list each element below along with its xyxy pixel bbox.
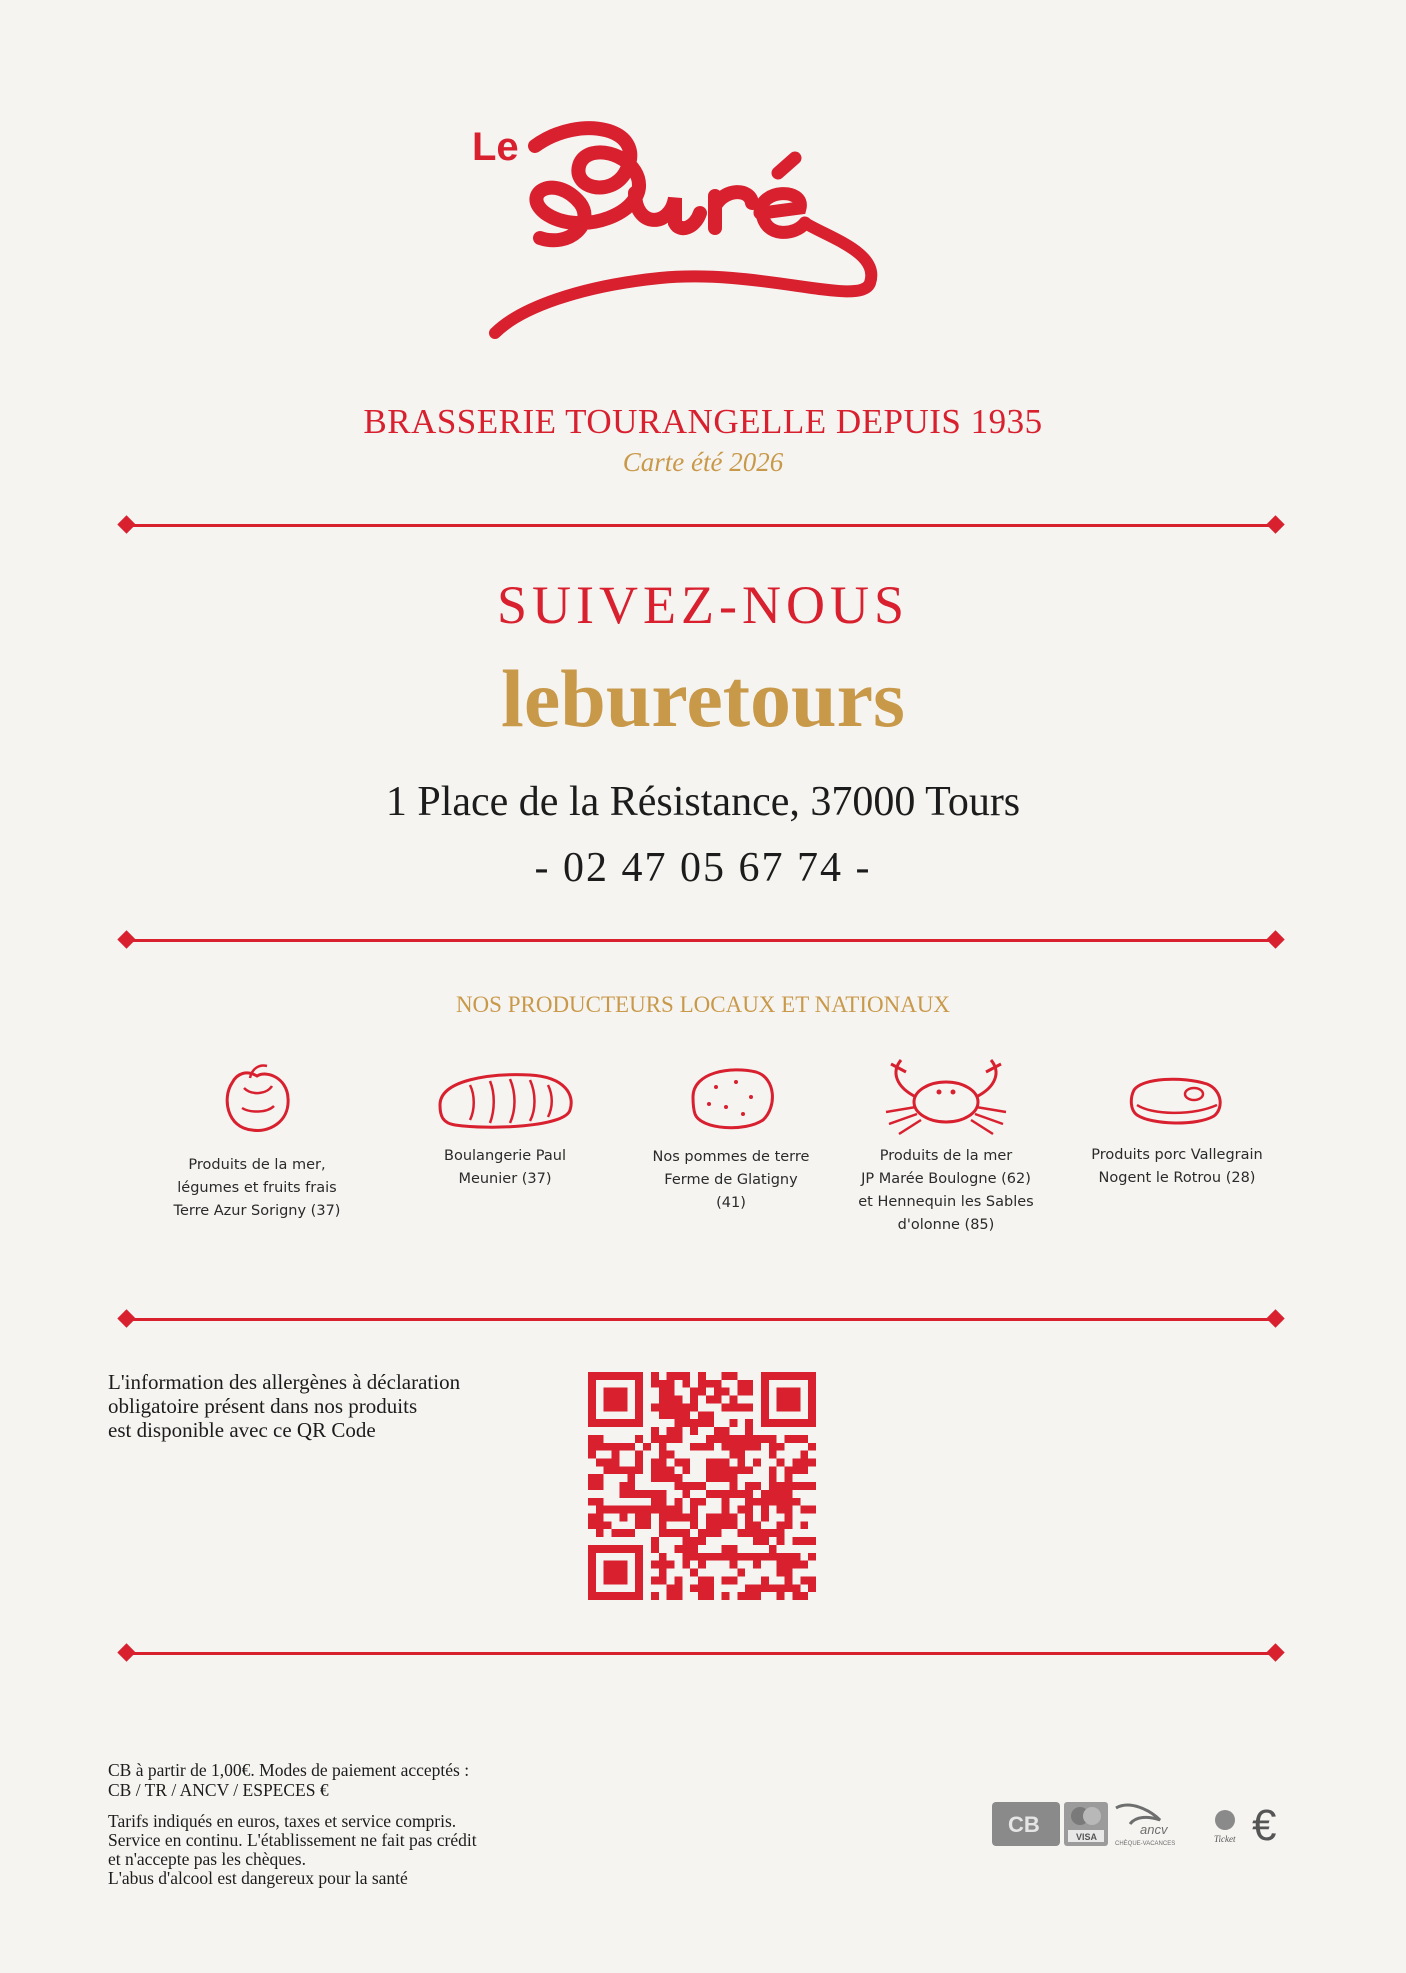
svg-text:CB: CB [1008,1812,1040,1837]
svg-text:€: € [1252,1801,1277,1850]
producer-item [1067,1070,1287,1190]
producer-line: Meunier (37) [458,1171,552,1187]
payment-logos [990,1790,1300,1850]
svg-text:Ticket: Ticket [1214,1834,1236,1844]
producer-line: Produits porc Vallegrain [1091,1147,1263,1163]
legal-line: et n'accepte pas les chèques. [108,1849,306,1869]
allergen-line: est disponible avec ce QR Code [108,1418,376,1442]
producer-item [395,1065,615,1191]
producer-line: Boulangerie Paul [444,1148,566,1164]
producer-line: Nogent le Rotrou (28) [1098,1170,1256,1186]
producers-title: NOS PRODUCTEURS LOCAUX ET NATIONAUX [455,992,951,1017]
brasserie-tagline: BRASSERIE TOURANGELLE DEPUIS 1935 [363,402,1043,441]
allergen-line: L'information des allergènes à déclaration [108,1370,461,1394]
producer-line: (41) [716,1195,746,1211]
producer-item [147,1058,367,1223]
crab-icon [871,1052,1021,1137]
follow-title: SUIVEZ-NOUS [497,575,909,635]
euro-icon [1252,1801,1276,1850]
potato-icon [681,1062,781,1132]
legal-info [108,1812,608,1888]
divider [118,1309,1284,1329]
producer-line: JP Marée Boulogne (62) [861,1171,1031,1187]
qr-code-icon[interactable] [588,1372,816,1600]
steak-icon [1122,1070,1232,1130]
menu-edition: Carte été 2026 [622,447,784,477]
producer-line: d'olonne (85) [897,1217,995,1233]
producer-line: Produits de la mer [879,1148,1013,1164]
svg-text:CHÈQUE-VACANCES: CHÈQUE-VACANCES [1115,1841,1176,1847]
ticket-restaurant-logo [1214,1810,1236,1844]
svg-text:Le: Le [472,125,519,169]
legal-line: L'abus d'alcool est dangereux pour la santé [108,1868,408,1888]
producer-item [836,1052,1056,1237]
mastercard-visa-logo [1064,1802,1108,1846]
legal-line: Tarifs indiqués en euros, taxes et service compris. [108,1811,457,1831]
producer-item [621,1062,841,1215]
divider [118,930,1284,950]
divider [118,515,1284,535]
le-bure-logo [460,118,960,358]
pepper-icon [212,1058,302,1138]
ancv-logo [1115,1805,1175,1847]
bread-icon [430,1065,580,1135]
social-handle[interactable]: leburetours [501,653,905,744]
payment-info [108,1760,608,1800]
allergen-info [108,1370,548,1442]
phone-number[interactable]: - 02 47 05 67 74 - [534,845,872,891]
producer-line: Ferme de Glatigny [664,1172,798,1188]
allergen-line: obligatoire présent dans nos produits [108,1394,418,1418]
svg-text:ancv: ancv [1140,1822,1168,1837]
producer-line: et Hennequin les Sables [858,1194,1034,1210]
svg-text:VISA: VISA [1076,1832,1098,1842]
producer-line: Produits de la mer, [188,1157,326,1173]
address: 1 Place de la Résistance, 37000 Tours [385,779,1021,825]
producer-line: légumes et fruits frais [177,1180,337,1196]
legal-line: Service en continu. L'établissement ne fait pas crédit [108,1830,477,1850]
cb-logo [992,1802,1060,1846]
payment-line: CB / TR / ANCV / ESPECES € [108,1780,329,1800]
divider [118,1643,1284,1663]
payment-line: CB à partir de 1,00€. Modes de paiement acceptés : [108,1760,470,1780]
producer-line: Terre Azur Sorigny (37) [173,1203,341,1219]
producer-line: Nos pommes de terre [652,1149,810,1165]
